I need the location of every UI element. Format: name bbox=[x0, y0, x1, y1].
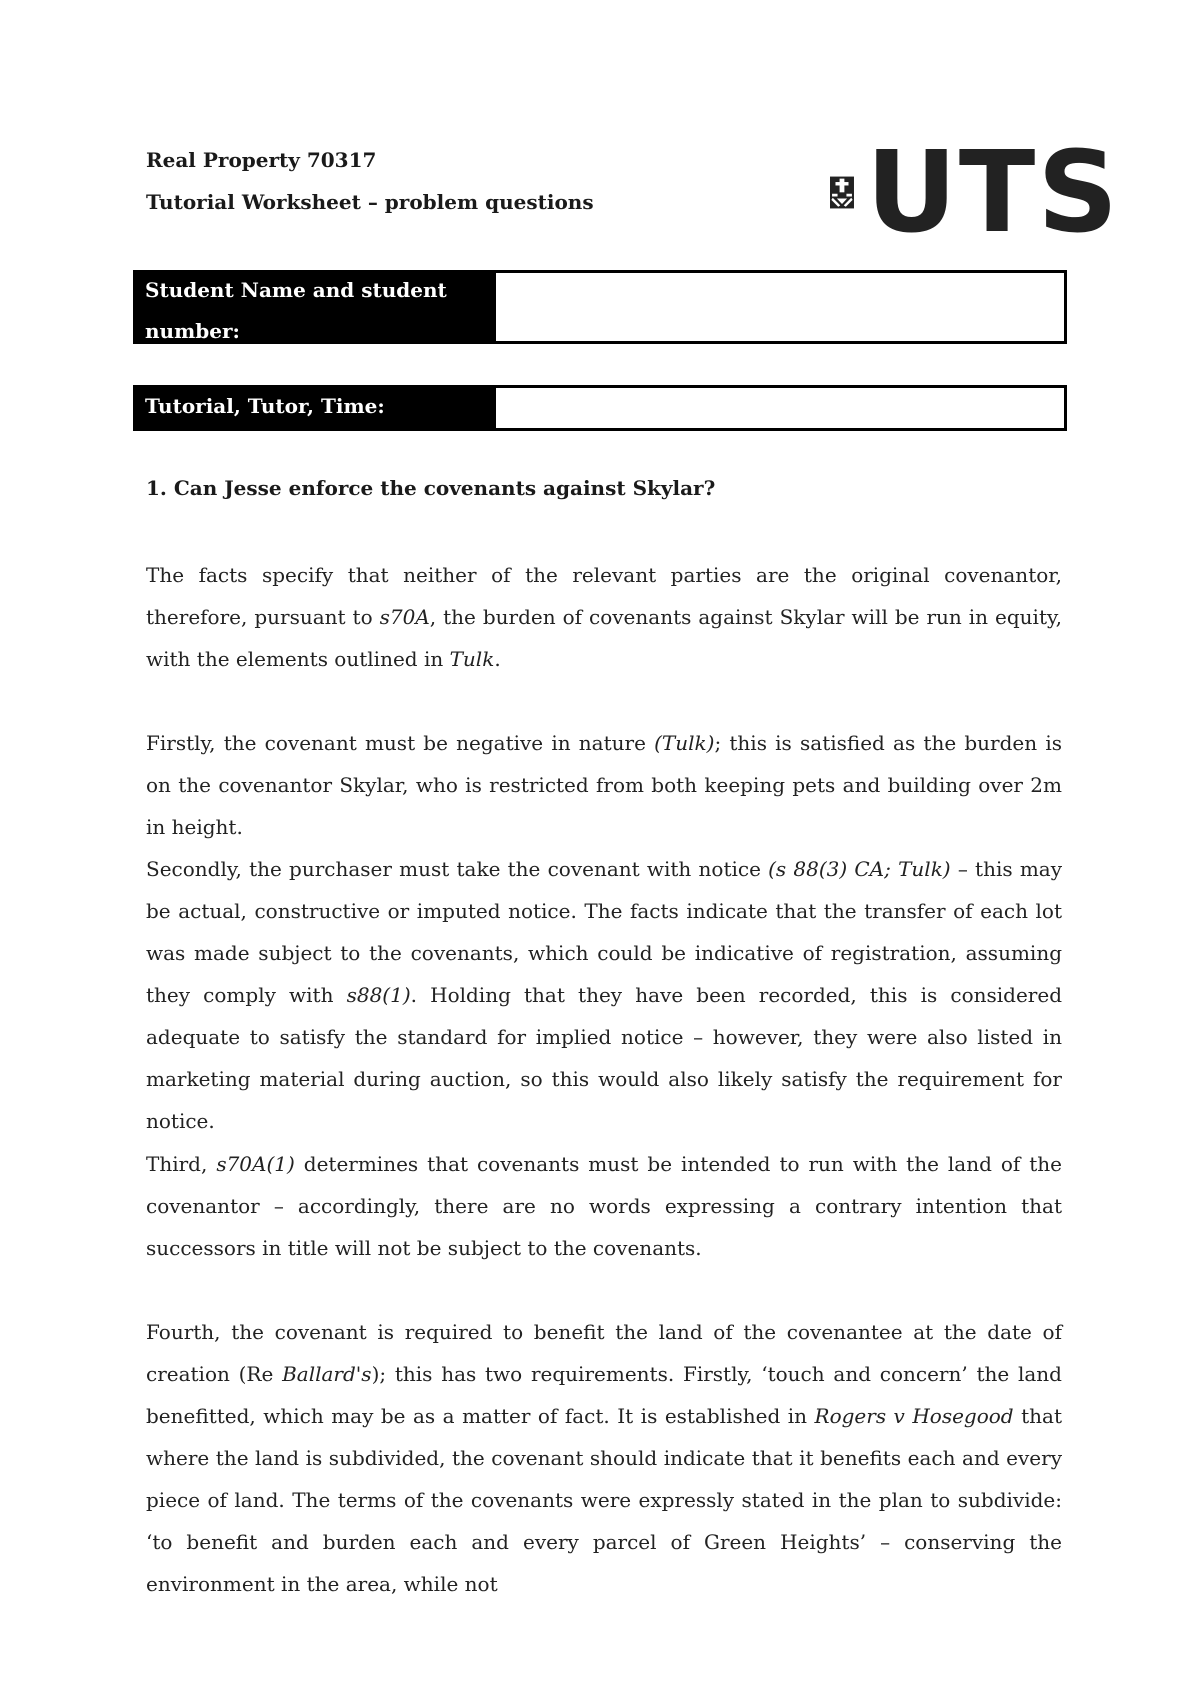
uts-logo bbox=[830, 127, 1120, 258]
p1-text-c: , the burden of covenants against Skylar will be run in equity, with the elements outlined in bbox=[146, 605, 1062, 671]
p5-citation-rogers: Rogers v Hosegood bbox=[814, 1404, 1014, 1428]
p1-text-a: The facts specify that neither of the relevant parties are the original covenantor, therefore, pursuant to bbox=[146, 563, 1062, 629]
tutorial-row bbox=[133, 385, 1067, 431]
p3-text-e: . Holding that they have been recorded, this is considered adequate to satisfy the standard for implied notice – however, they were also listed in marketing material during auction, so this would also likely satisfy the requirement for notice. bbox=[146, 983, 1063, 1133]
course-title: Real Property 70317 bbox=[146, 148, 377, 172]
p4-text-c: determines that covenants must be intended to run with the land of the covenantor – accordingly, there are no words expressing a contrary intention that successors in title will not be subject to the covenants. bbox=[146, 1152, 1062, 1260]
student-name-label-line1: Student Name and student bbox=[145, 278, 447, 302]
p3-citation-s88: (s 88(3) CA; Tulk) bbox=[768, 857, 951, 881]
paragraph-1 bbox=[146, 554, 1062, 680]
p5-text-a: Fourth, the covenant is required to benefit the land of the covenantee at the date of creation (Re bbox=[146, 1320, 1062, 1386]
p4-citation-s70a-1: s70A(1) bbox=[216, 1152, 295, 1176]
p5-text-e: that where the land is subdivided, the covenant should indicate that it benefits each and every piece of land. The terms of the covenants were expressly stated in the plan to subdivide: ‘to benefit and burden each and every parcel of Green Heights’ – conserving the environment in the area, while not bbox=[146, 1404, 1062, 1596]
p4-text-a: Third, bbox=[146, 1152, 217, 1176]
question-heading: 1. Can Jesse enforce the covenants against Skylar? bbox=[146, 476, 716, 500]
paragraph-4 bbox=[146, 1143, 1062, 1269]
p3-text-c: – this may be actual, constructive or imputed notice. The facts indicate that the transfer of each lot was made subject to the covenants, which could be indicative of registration, assuming they comply with bbox=[146, 857, 1063, 1007]
p5-citation-ballards: Ballard's bbox=[282, 1362, 372, 1386]
p2-citation-tulk: (Tulk) bbox=[654, 731, 715, 755]
p2-text-c: ; this is satisfied as the burden is on the covenantor Skylar, who is restricted from both keeping pets and building over 2m in height. bbox=[146, 731, 1062, 839]
p2-text-a: Firstly, the covenant must be negative in nature bbox=[146, 731, 655, 755]
student-name-row bbox=[133, 270, 1067, 344]
p3-citation-s88-1: s88(1) bbox=[346, 983, 411, 1007]
p1-citation-tulk: Tulk bbox=[449, 647, 495, 671]
p1-citation-s70a: s70A bbox=[379, 605, 430, 629]
student-name-field[interactable] bbox=[496, 270, 1067, 344]
paragraph-3 bbox=[146, 848, 1062, 1142]
tutorial-label: Tutorial, Tutor, Time: bbox=[133, 385, 496, 431]
logo-text: UTS bbox=[865, 127, 1120, 258]
uts-crest-icon bbox=[830, 146, 854, 239]
tutorial-field[interactable] bbox=[496, 385, 1067, 431]
worksheet-title: Tutorial Worksheet – problem questions bbox=[146, 190, 594, 214]
p3-text-a: Secondly, the purchaser must take the covenant with notice bbox=[146, 857, 769, 881]
student-name-label bbox=[133, 270, 496, 344]
p5-text-c: ); this has two requirements. Firstly, ‘touch and concern’ the land benefitted, which may be as a matter of fact. It is established in bbox=[146, 1362, 1062, 1428]
paragraph-5 bbox=[146, 1311, 1062, 1605]
student-name-label-line2: number: bbox=[145, 319, 240, 343]
paragraph-2 bbox=[146, 722, 1062, 848]
p1-text-e: . bbox=[494, 647, 501, 671]
